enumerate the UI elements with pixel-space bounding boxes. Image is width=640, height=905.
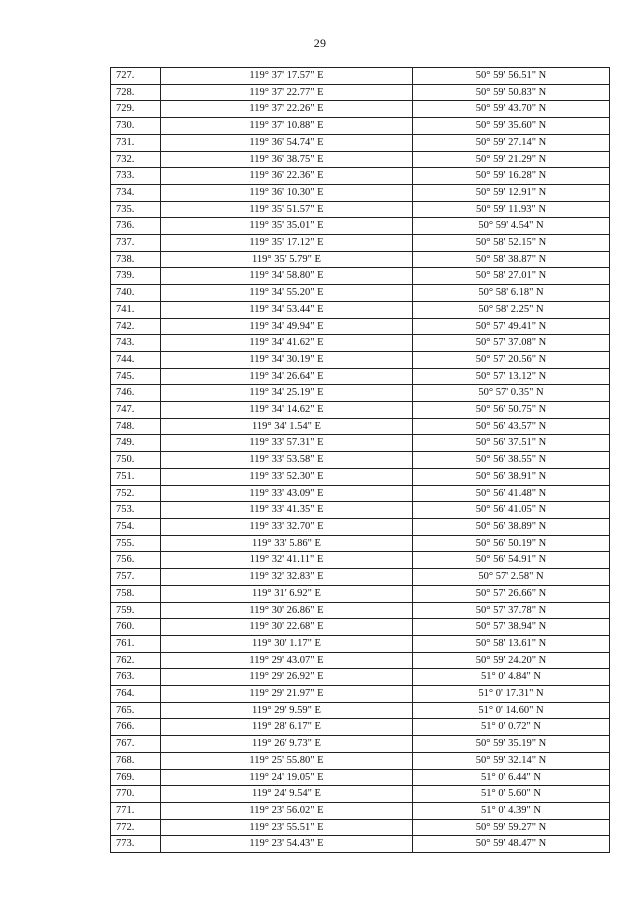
latitude-cell: 50° 59' 50.83" N xyxy=(413,84,610,101)
point-number-cell: 744. xyxy=(111,351,161,368)
longitude-cell: 119° 25' 55.80" E xyxy=(161,752,413,769)
longitude-cell: 119° 34' 53.44" E xyxy=(161,301,413,318)
table-row xyxy=(111,318,610,335)
latitude-cell: 51° 0' 4.84" N xyxy=(413,669,610,686)
longitude-cell: 119° 29' 43.07" E xyxy=(161,652,413,669)
point-number-cell: 769. xyxy=(111,769,161,786)
latitude-cell: 50° 58' 13.61" N xyxy=(413,635,610,652)
latitude-cell: 50° 56' 50.75" N xyxy=(413,402,610,419)
latitude-cell: 50° 59' 12.91" N xyxy=(413,184,610,201)
point-number-cell: 738. xyxy=(111,251,161,268)
table-row xyxy=(111,268,610,285)
table-row xyxy=(111,452,610,469)
table-row xyxy=(111,786,610,803)
point-number-cell: 734. xyxy=(111,184,161,201)
table-row xyxy=(111,719,610,736)
longitude-cell: 119° 30' 22.68" E xyxy=(161,619,413,636)
latitude-cell: 50° 56' 54.91" N xyxy=(413,552,610,569)
latitude-cell: 50° 56' 43.57" N xyxy=(413,418,610,435)
point-number-cell: 736. xyxy=(111,218,161,235)
point-number-cell: 731. xyxy=(111,134,161,151)
longitude-cell: 119° 36' 10.30" E xyxy=(161,184,413,201)
point-number-cell: 753. xyxy=(111,502,161,519)
point-number-cell: 768. xyxy=(111,752,161,769)
table-row xyxy=(111,68,610,85)
longitude-cell: 119° 26' 9.73" E xyxy=(161,736,413,753)
table-row xyxy=(111,736,610,753)
latitude-cell: 50° 57' 0.35" N xyxy=(413,385,610,402)
table-row xyxy=(111,301,610,318)
point-number-cell: 741. xyxy=(111,301,161,318)
latitude-cell: 50° 58' 27.01" N xyxy=(413,268,610,285)
latitude-cell: 51° 0' 4.39" N xyxy=(413,802,610,819)
point-number-cell: 730. xyxy=(111,118,161,135)
point-number-cell: 770. xyxy=(111,786,161,803)
table-row xyxy=(111,652,610,669)
longitude-cell: 119° 36' 38.75" E xyxy=(161,151,413,168)
latitude-cell: 50° 57' 26.66" N xyxy=(413,585,610,602)
point-number-cell: 759. xyxy=(111,602,161,619)
table-row xyxy=(111,619,610,636)
latitude-cell: 51° 0' 5.60" N xyxy=(413,786,610,803)
latitude-cell: 50° 57' 49.41" N xyxy=(413,318,610,335)
table-row xyxy=(111,101,610,118)
longitude-cell: 119° 34' 25.19" E xyxy=(161,385,413,402)
table-row xyxy=(111,819,610,836)
point-number-cell: 754. xyxy=(111,518,161,535)
longitude-cell: 119° 23' 54.43" E xyxy=(161,836,413,853)
latitude-cell: 50° 57' 38.94" N xyxy=(413,619,610,636)
longitude-cell: 119° 37' 10.88" E xyxy=(161,118,413,135)
longitude-cell: 119° 29' 21.97" E xyxy=(161,686,413,703)
point-number-cell: 771. xyxy=(111,802,161,819)
longitude-cell: 119° 29' 26.92" E xyxy=(161,669,413,686)
latitude-cell: 50° 59' 21.29" N xyxy=(413,151,610,168)
point-number-cell: 732. xyxy=(111,151,161,168)
latitude-cell: 50° 59' 43.70" N xyxy=(413,101,610,118)
table-row xyxy=(111,418,610,435)
latitude-cell: 50° 59' 24.20" N xyxy=(413,652,610,669)
table-row xyxy=(111,769,610,786)
latitude-cell: 50° 59' 35.19" N xyxy=(413,736,610,753)
longitude-cell: 119° 32' 32.83" E xyxy=(161,569,413,586)
latitude-cell: 50° 56' 41.05" N xyxy=(413,502,610,519)
table-row xyxy=(111,836,610,853)
point-number-cell: 733. xyxy=(111,168,161,185)
latitude-cell: 50° 59' 59.27" N xyxy=(413,819,610,836)
table-row xyxy=(111,702,610,719)
table-row xyxy=(111,134,610,151)
longitude-cell: 119° 33' 52.30" E xyxy=(161,468,413,485)
longitude-cell: 119° 31' 6.92" E xyxy=(161,585,413,602)
longitude-cell: 119° 24' 9.54" E xyxy=(161,786,413,803)
latitude-cell: 50° 56' 38.55" N xyxy=(413,452,610,469)
table-row xyxy=(111,335,610,352)
longitude-cell: 119° 34' 14.62" E xyxy=(161,402,413,419)
point-number-cell: 727. xyxy=(111,68,161,85)
latitude-cell: 50° 56' 38.89" N xyxy=(413,518,610,535)
longitude-cell: 119° 35' 35.01" E xyxy=(161,218,413,235)
latitude-cell: 50° 58' 6.18" N xyxy=(413,285,610,302)
point-number-cell: 728. xyxy=(111,84,161,101)
point-number-cell: 746. xyxy=(111,385,161,402)
coordinates-table-body xyxy=(111,68,610,853)
latitude-cell: 50° 57' 13.12" N xyxy=(413,368,610,385)
longitude-cell: 119° 34' 49.94" E xyxy=(161,318,413,335)
table-row xyxy=(111,569,610,586)
table-row xyxy=(111,535,610,552)
table-row xyxy=(111,151,610,168)
table-row xyxy=(111,686,610,703)
table-row xyxy=(111,285,610,302)
latitude-cell: 51° 0' 17.31" N xyxy=(413,686,610,703)
table-row xyxy=(111,368,610,385)
longitude-cell: 119° 37' 22.77" E xyxy=(161,84,413,101)
point-number-cell: 772. xyxy=(111,819,161,836)
latitude-cell: 50° 56' 50.19" N xyxy=(413,535,610,552)
point-number-cell: 763. xyxy=(111,669,161,686)
point-number-cell: 766. xyxy=(111,719,161,736)
longitude-cell: 119° 36' 54.74" E xyxy=(161,134,413,151)
point-number-cell: 748. xyxy=(111,418,161,435)
latitude-cell: 51° 0' 14.60" N xyxy=(413,702,610,719)
longitude-cell: 119° 23' 55.51" E xyxy=(161,819,413,836)
table-row xyxy=(111,251,610,268)
point-number-cell: 742. xyxy=(111,318,161,335)
table-row xyxy=(111,402,610,419)
longitude-cell: 119° 30' 1.17" E xyxy=(161,635,413,652)
latitude-cell: 50° 57' 2.58" N xyxy=(413,569,610,586)
longitude-cell: 119° 35' 17.12" E xyxy=(161,235,413,252)
point-number-cell: 765. xyxy=(111,702,161,719)
point-number-cell: 752. xyxy=(111,485,161,502)
table-row xyxy=(111,468,610,485)
longitude-cell: 119° 33' 5.86" E xyxy=(161,535,413,552)
table-row xyxy=(111,552,610,569)
point-number-cell: 735. xyxy=(111,201,161,218)
table-row xyxy=(111,435,610,452)
latitude-cell: 50° 59' 56.51" N xyxy=(413,68,610,85)
table-row xyxy=(111,802,610,819)
table-row xyxy=(111,235,610,252)
longitude-cell: 119° 35' 5.79" E xyxy=(161,251,413,268)
table-row xyxy=(111,669,610,686)
longitude-cell: 119° 34' 41.62" E xyxy=(161,335,413,352)
table-row xyxy=(111,602,610,619)
longitude-cell: 119° 34' 1.54" E xyxy=(161,418,413,435)
point-number-cell: 764. xyxy=(111,686,161,703)
longitude-cell: 119° 28' 6.17" E xyxy=(161,719,413,736)
longitude-cell: 119° 33' 32.70" E xyxy=(161,518,413,535)
point-number-cell: 751. xyxy=(111,468,161,485)
point-number-cell: 729. xyxy=(111,101,161,118)
latitude-cell: 50° 57' 20.56" N xyxy=(413,351,610,368)
table-row xyxy=(111,351,610,368)
longitude-cell: 119° 34' 58.80" E xyxy=(161,268,413,285)
latitude-cell: 50° 58' 38.87" N xyxy=(413,251,610,268)
point-number-cell: 740. xyxy=(111,285,161,302)
table-row xyxy=(111,118,610,135)
latitude-cell: 50° 56' 38.91" N xyxy=(413,468,610,485)
longitude-cell: 119° 32' 41.11" E xyxy=(161,552,413,569)
longitude-cell: 119° 35' 51.57" E xyxy=(161,201,413,218)
longitude-cell: 119° 37' 22.26" E xyxy=(161,101,413,118)
table-row xyxy=(111,635,610,652)
latitude-cell: 50° 56' 41.48" N xyxy=(413,485,610,502)
point-number-cell: 739. xyxy=(111,268,161,285)
longitude-cell: 119° 24' 19.05" E xyxy=(161,769,413,786)
latitude-cell: 50° 58' 52.15" N xyxy=(413,235,610,252)
point-number-cell: 760. xyxy=(111,619,161,636)
longitude-cell: 119° 34' 26.64" E xyxy=(161,368,413,385)
table-row xyxy=(111,168,610,185)
latitude-cell: 51° 0' 6.44" N xyxy=(413,769,610,786)
latitude-cell: 50° 59' 16.28" N xyxy=(413,168,610,185)
coordinates-table xyxy=(110,67,610,853)
table-row xyxy=(111,502,610,519)
point-number-cell: 756. xyxy=(111,552,161,569)
point-number-cell: 737. xyxy=(111,235,161,252)
point-number-cell: 758. xyxy=(111,585,161,602)
longitude-cell: 119° 33' 53.58" E xyxy=(161,452,413,469)
point-number-cell: 747. xyxy=(111,402,161,419)
table-row xyxy=(111,485,610,502)
longitude-cell: 119° 34' 55.20" E xyxy=(161,285,413,302)
longitude-cell: 119° 33' 43.09" E xyxy=(161,485,413,502)
point-number-cell: 745. xyxy=(111,368,161,385)
longitude-cell: 119° 33' 41.35" E xyxy=(161,502,413,519)
latitude-cell: 50° 59' 32.14" N xyxy=(413,752,610,769)
point-number-cell: 749. xyxy=(111,435,161,452)
longitude-cell: 119° 37' 17.57" E xyxy=(161,68,413,85)
latitude-cell: 50° 57' 37.78" N xyxy=(413,602,610,619)
latitude-cell: 50° 56' 37.51" N xyxy=(413,435,610,452)
table-row xyxy=(111,84,610,101)
latitude-cell: 50° 59' 11.93" N xyxy=(413,201,610,218)
table-row xyxy=(111,218,610,235)
point-number-cell: 750. xyxy=(111,452,161,469)
longitude-cell: 119° 36' 22.36" E xyxy=(161,168,413,185)
table-row xyxy=(111,184,610,201)
point-number-cell: 767. xyxy=(111,736,161,753)
latitude-cell: 50° 59' 48.47" N xyxy=(413,836,610,853)
latitude-cell: 50° 59' 27.14" N xyxy=(413,134,610,151)
latitude-cell: 51° 0' 0.72" N xyxy=(413,719,610,736)
longitude-cell: 119° 34' 30.19" E xyxy=(161,351,413,368)
table-row xyxy=(111,385,610,402)
table-row xyxy=(111,752,610,769)
table-row xyxy=(111,201,610,218)
table-row xyxy=(111,518,610,535)
longitude-cell: 119° 29' 9.59" E xyxy=(161,702,413,719)
page-number: 29 xyxy=(313,36,327,50)
latitude-cell: 50° 59' 35.60" N xyxy=(413,118,610,135)
latitude-cell: 50° 58' 2.25" N xyxy=(413,301,610,318)
longitude-cell: 119° 30' 26.86" E xyxy=(161,602,413,619)
point-number-cell: 761. xyxy=(111,635,161,652)
point-number-cell: 757. xyxy=(111,569,161,586)
table-row xyxy=(111,585,610,602)
longitude-cell: 119° 33' 57.31" E xyxy=(161,435,413,452)
latitude-cell: 50° 59' 4.54" N xyxy=(413,218,610,235)
latitude-cell: 50° 57' 37.08" N xyxy=(413,335,610,352)
point-number-cell: 755. xyxy=(111,535,161,552)
point-number-cell: 743. xyxy=(111,335,161,352)
point-number-cell: 762. xyxy=(111,652,161,669)
longitude-cell: 119° 23' 56.02" E xyxy=(161,802,413,819)
point-number-cell: 773. xyxy=(111,836,161,853)
